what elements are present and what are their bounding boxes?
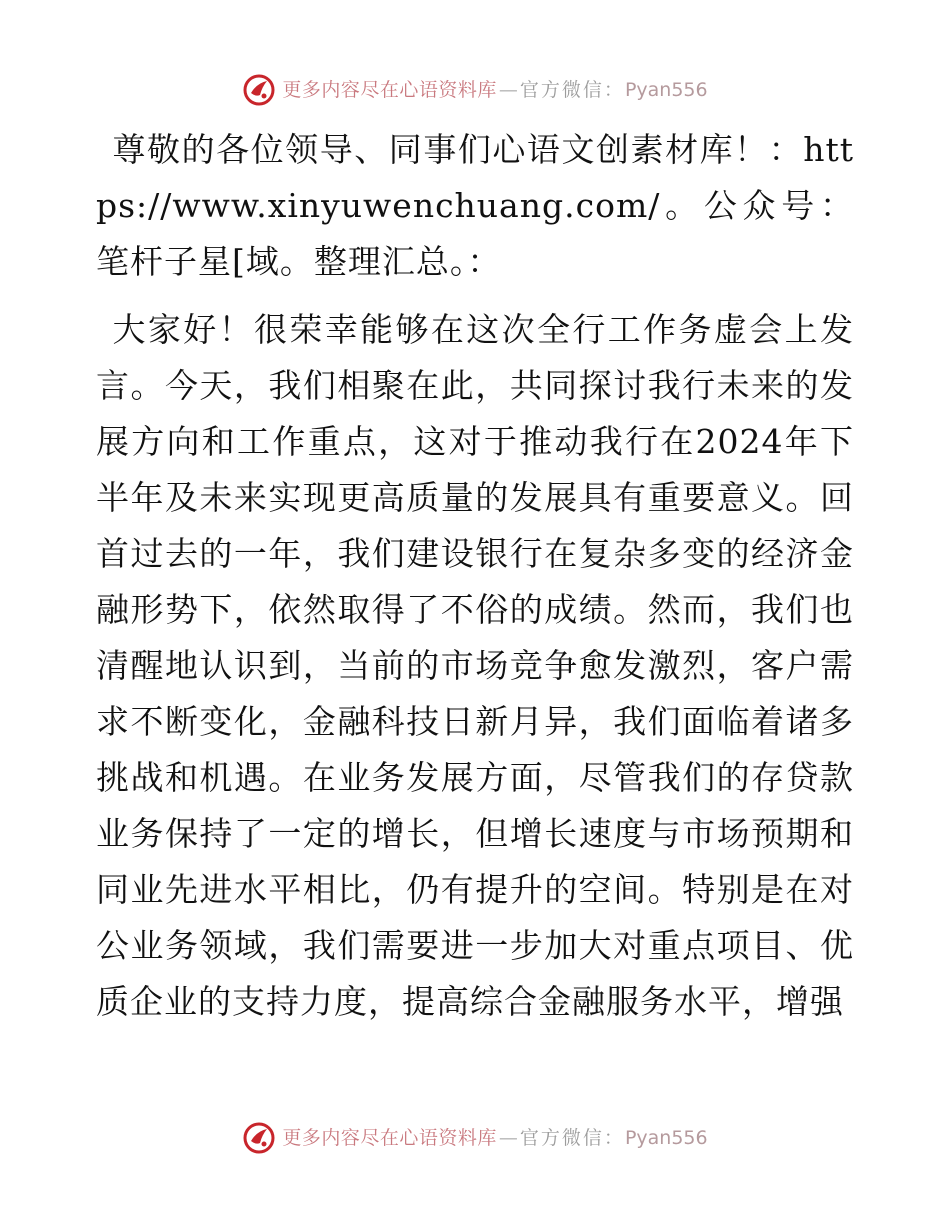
watermark-wechat-id: Pyan556 xyxy=(624,78,708,101)
paragraph-intro: 尊敬的各位领导、同事们心语文创素材库！：https://www.xinyuwenchuang.com/。公众号：笔杆子星[域。整理汇总。： xyxy=(96,130,854,281)
watermark-text xyxy=(282,78,708,101)
seal-logo-icon xyxy=(242,1121,276,1155)
watermark-text xyxy=(282,1126,708,1149)
footer-watermark xyxy=(0,1118,950,1158)
seal-logo-icon xyxy=(242,73,276,107)
watermark-wechat-id: Pyan556 xyxy=(624,1126,708,1149)
watermark-site-text: 更多内容尽在心语资料库 xyxy=(282,1126,497,1149)
watermark-wechat-label: 官方微信： xyxy=(519,78,625,101)
watermark-dash: — xyxy=(498,1126,518,1149)
header-watermark xyxy=(0,70,950,110)
watermark-dash: — xyxy=(498,78,518,101)
watermark-site-text: 更多内容尽在心语资料库 xyxy=(282,78,497,101)
document-body xyxy=(96,122,854,1030)
paragraph-main: 大家好！很荣幸能够在这次全行工作务虚会上发言。今天，我们相聚在此，共同探讨我行未来的发展方向和工作重点，这对于推动我行在2024年下半年及未来实现更高质量的发展具有重要意义。回首过去的一年，我们建设银行在复杂多变的经济金融形势下，依然取得了不俗的成绩。然而，我们也清醒地认识到，当前的市场竞争愈发激烈，客户需求不断变化，金融科技日新月异，我们面临着诸多挑战和机遇。在业务发展方面，尽管我们的存贷款业务保持了一定的增长，但增长速度与市场预期和同业先进水平相比，仍有提升的空间。特别是在对公业务领域，我们需要进一步加大对重点项目、优质企业的支持力度，提高综合金融服务水平，增强 xyxy=(96,310,854,1021)
watermark-wechat-label: 官方微信： xyxy=(519,1126,625,1149)
